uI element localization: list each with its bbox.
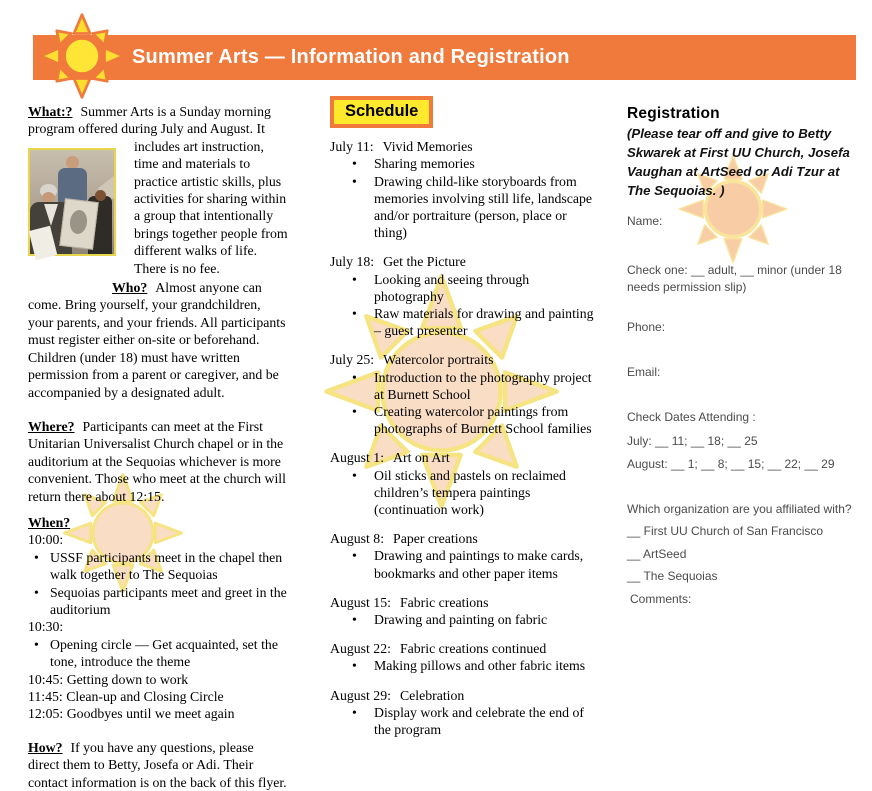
who-section: [28, 279, 288, 401]
registration-heading: Registration: [627, 105, 720, 122]
schedule-column: [330, 96, 598, 750]
schedule-title-box: Schedule: [330, 96, 433, 128]
august-dates-field: August: __ 1; __ 8; __ 15; __ 22; __ 29: [627, 457, 835, 471]
schedule-item: • Drawing and painting on fabric: [330, 611, 598, 628]
organization-question: Which organization are you affiliated with?: [627, 502, 852, 516]
info-column: [28, 103, 288, 791]
comments-field-label: Comments:: [630, 592, 692, 606]
schedule-item: • Creating watercolor paintings from photographs of Burnett School families: [330, 403, 598, 437]
organization-option: __ The Sequoias: [627, 569, 718, 583]
schedule-item: • Drawing child-like storyboards from memories involving still life, landscape and/or portraiture (person, place or thing): [330, 173, 598, 242]
when-bullet-row: • Opening circle — Get acquainted, set the tone, introduce the theme: [28, 636, 288, 671]
what-section: [28, 103, 288, 277]
where-section: [28, 418, 288, 505]
schedule-date: August 22:: [330, 641, 391, 657]
when-time-row: 12:05: Goodbyes until we meet again: [28, 706, 235, 722]
organization-option: __ First UU Church of San Francisco: [627, 524, 824, 538]
schedule-entry: [330, 594, 598, 628]
schedule-date: July 18:: [330, 254, 375, 270]
organization-option: __ ArtSeed: [627, 547, 687, 561]
when-time-row: 10:00:: [28, 532, 64, 548]
what-heading: What:?: [28, 104, 73, 119]
schedule-date: August 29:: [330, 687, 391, 703]
schedule-item: • Oil sticks and pastels on reclaimed children’s tempera paintings (continuation work): [330, 467, 598, 519]
schedule-topic: Art on Art: [393, 450, 450, 466]
where-heading: Where?: [28, 418, 75, 434]
schedule-item: • Raw materials for drawing and painting – guest presenter: [330, 305, 598, 339]
who-heading: Who?: [112, 280, 148, 296]
name-field-label: Name:: [627, 214, 663, 228]
schedule-entry: [330, 351, 598, 437]
schedule-item: • Looking and seeing through photography: [330, 271, 598, 305]
schedule-topic: Fabric creations: [399, 594, 489, 610]
registration-column: [627, 100, 869, 670]
schedule-date: August 8:: [330, 531, 385, 547]
sun-logo-icon: [28, 2, 136, 110]
dates-heading: Check Dates Attending :: [627, 410, 756, 424]
schedule-date: July 25:: [330, 352, 375, 368]
schedule-item: • Display work and celebrate the end of the program: [330, 704, 598, 738]
schedule-topic: Watercolor portraits: [383, 352, 494, 368]
when-time-row: 11:45: Clean-up and Closing Circle: [28, 689, 224, 704]
email-field-label: Email:: [627, 365, 661, 379]
schedule-entry: [330, 530, 598, 582]
schedule-item: • Introduction to the photography project at Burnett School: [330, 369, 598, 403]
schedule-entry: [330, 687, 598, 739]
schedule-entry: [330, 449, 598, 518]
schedule-item: • Making pillows and other fabric items: [330, 657, 598, 674]
schedule-topic: Paper creations: [393, 531, 478, 547]
when-bullet-row: • USSF participants meet in the chapel then walk together to The Sequoias: [28, 549, 288, 584]
when-heading: When?: [28, 514, 71, 530]
how-text: If you have any questions, please direct them to Betty, Josefa or Adi. Their contact information is on the back of this flyer.: [28, 739, 287, 790]
phone-field-label: Phone:: [627, 320, 666, 334]
what-text-2: includes art instruction, time and materials to practice artistic skills, plus activities for sharing within a group that intentionally brings together people from different walks of life. There is no fee.: [134, 138, 288, 276]
who-text: Almost anyone can come. Bring yourself, your grandchildren, your parents, and your friends. All participants must register either on-site or beforehand. Children (under 18) must have written permission from a parent or caregiver, and be accompanied by a designated adult.: [28, 280, 286, 400]
how-heading: How?: [28, 739, 63, 755]
schedule-date: August 15:: [330, 594, 391, 610]
page-title: Summer Arts — Information and Registration: [132, 46, 570, 68]
schedule-item: • Drawing and paintings to make cards, bookmarks and other paper items: [330, 547, 598, 581]
schedule-date: July 11:: [330, 139, 374, 155]
schedule-date: August 1:: [330, 450, 385, 466]
schedule-topic: Fabric creations continued: [399, 641, 547, 657]
schedule-entry: [330, 138, 598, 241]
when-time-row: 10:45: Getting down to work: [28, 671, 189, 687]
when-bullet-row: • Sequoias participants meet and greet in the auditorium: [28, 584, 288, 619]
registration-note: (Please tear off and give to Betty Skwarek at First UU Church, Josefa Vaughan at ArtSeed or Adi Tzur at The Sequoias. ): [627, 126, 850, 198]
check-one-field: Check one: __ adult, __ minor (under 18 needs permission slip): [627, 263, 842, 294]
schedule-topic: Celebration: [399, 687, 465, 703]
when-time-row: 10:30:: [28, 619, 64, 635]
what-text-1: Summer Arts is a Sunday morning program offered during July and August. It: [28, 104, 271, 137]
schedule-entry: [330, 253, 598, 339]
group-photo: [28, 148, 116, 256]
july-dates-field: July: __ 11; __ 18; __ 25: [627, 434, 758, 448]
where-text: Participants can meet at the First Unitarian Universalist Church chapel or in the auditorium at the Sequoias whichever is more convenient. Those who meet at the church will return there about 12:15.: [28, 418, 286, 504]
schedule-topic: Vivid Memories: [382, 139, 473, 155]
schedule-topic: Get the Picture: [383, 254, 466, 270]
schedule-item: • Sharing memories: [330, 155, 598, 172]
how-section: [28, 739, 288, 791]
schedule-entry: [330, 640, 598, 674]
